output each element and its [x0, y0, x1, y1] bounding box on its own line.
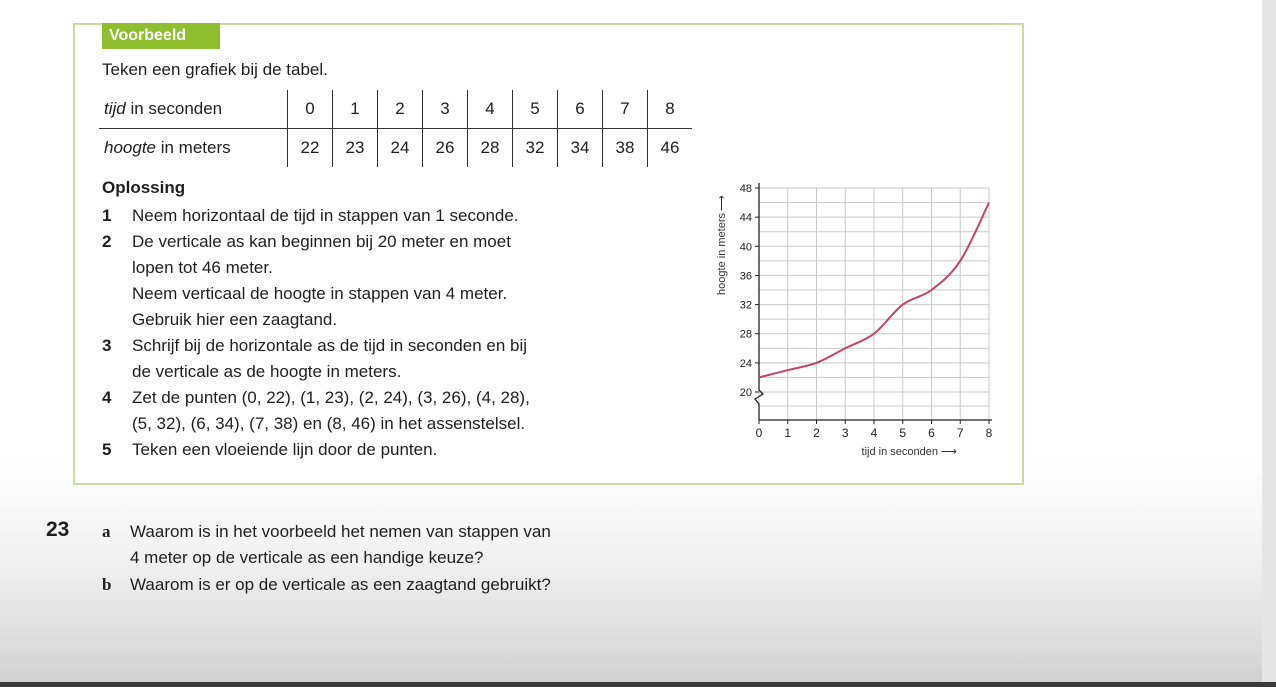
solution-step [102, 229, 662, 333]
step-line: Gebruik hier een zaagtand. [132, 310, 338, 329]
time-cell: 5 [513, 90, 558, 129]
example-intro: Teken een grafiek bij de tabel. [102, 60, 328, 79]
x-tick-label: 3 [841, 426, 849, 440]
time-cell: 8 [648, 90, 693, 129]
solution-step [102, 333, 662, 385]
question-line: Waarom is er op de verticale as een zaagtand gebruikt? [130, 575, 551, 594]
solution-steps [102, 203, 662, 463]
step-number: 5 [102, 440, 112, 459]
time-cell: 2 [378, 90, 423, 129]
step-number: 2 [102, 232, 112, 251]
table-row-time [99, 90, 692, 129]
step-number: 3 [102, 336, 112, 355]
y-tick-label: 32 [739, 299, 752, 312]
right-edge-shade [1262, 0, 1276, 687]
x-axis-label: tijd in seconden [861, 446, 938, 458]
value-table [99, 90, 692, 167]
solution-title: Oplossing [102, 178, 186, 197]
y-axis-label: hoogte in meters [716, 213, 728, 295]
y-tick-label: 28 [739, 328, 752, 341]
height-cell: 22 [288, 129, 333, 168]
step-line: Neem horizontaal de tijd in stappen van 1 seconde. [132, 206, 519, 225]
step-line: Teken een vloeiende lijn door de punten. [132, 440, 438, 459]
x-tick-label: 7 [956, 426, 964, 440]
x-axis-arrow-icon: ⟶ [941, 446, 957, 458]
solution-step [102, 203, 662, 229]
step-line: De verticale as kan beginnen bij 20 meter en moet [132, 232, 511, 251]
bottom-edge [0, 682, 1276, 687]
step-line: Zet de punten (0, 22), (1, 23), (2, 24), (3, 26), (4, 28), [132, 388, 530, 407]
step-number: 1 [102, 206, 112, 225]
x-tick-label: 1 [784, 426, 792, 440]
step-line: lopen tot 46 meter. [132, 258, 273, 277]
y-axis-arrow-icon: ⟶ [716, 195, 728, 211]
y-tick-label: 36 [739, 270, 752, 283]
height-cell: 24 [378, 129, 423, 168]
step-number: 4 [102, 388, 112, 407]
height-cell: 26 [423, 129, 468, 168]
time-cell: 1 [333, 90, 378, 129]
solution-step [102, 437, 662, 463]
x-tick-label: 6 [928, 426, 935, 440]
table-row-height [99, 129, 692, 168]
y-tick-label: 24 [739, 357, 752, 370]
question-letter: a [102, 522, 111, 541]
height-cell: 38 [603, 129, 648, 168]
height-cell: 46 [648, 129, 693, 168]
step-line: (5, 32), (6, 34), (7, 38) en (8, 46) in het assenstelsel. [132, 414, 526, 433]
y-axis-zaagtand [755, 183, 763, 420]
height-cell: 32 [513, 129, 558, 168]
height-row-label: hoogte in meters [104, 138, 231, 157]
height-cell: 34 [558, 129, 603, 168]
y-tick-label: 20 [739, 387, 752, 399]
question-line: 4 meter op de verticale as een handige keuze? [130, 548, 484, 567]
solution-step [102, 385, 662, 437]
time-cell: 3 [423, 90, 468, 129]
height-cell: 23 [333, 129, 378, 168]
example-badge: Voorbeeld [102, 23, 220, 49]
chart-grid [759, 188, 989, 420]
y-tick-label: 44 [739, 212, 752, 225]
exercise-number: 23 [46, 518, 70, 541]
x-tick-label: 0 [755, 426, 763, 440]
x-tick-label: 5 [899, 426, 907, 440]
step-line: de verticale as de hoogte in meters. [132, 362, 402, 381]
time-cell: 4 [468, 90, 513, 129]
x-tick-label: 8 [985, 426, 993, 440]
time-row-label: tijd in seconden [99, 90, 288, 129]
x-tick-label: 4 [870, 426, 878, 440]
chart-ticks [740, 183, 993, 440]
question-letter: b [102, 575, 112, 594]
height-time-chart [710, 175, 1010, 465]
x-tick-label: 2 [813, 426, 820, 440]
question-line: Waarom is in het voorbeeld het nemen van stappen van [130, 522, 551, 541]
y-tick-label: 40 [739, 241, 752, 254]
height-cell: 28 [468, 129, 513, 168]
time-cell: 7 [603, 90, 648, 129]
y-tick-label: 48 [739, 183, 752, 195]
time-cell: 6 [558, 90, 603, 129]
step-line: Neem verticaal de hoogte in stappen van 4 meter. [132, 284, 508, 303]
step-line: Schrijf bij de horizontale as de tijd in seconden en bij [132, 336, 528, 355]
time-cell: 0 [288, 90, 333, 129]
